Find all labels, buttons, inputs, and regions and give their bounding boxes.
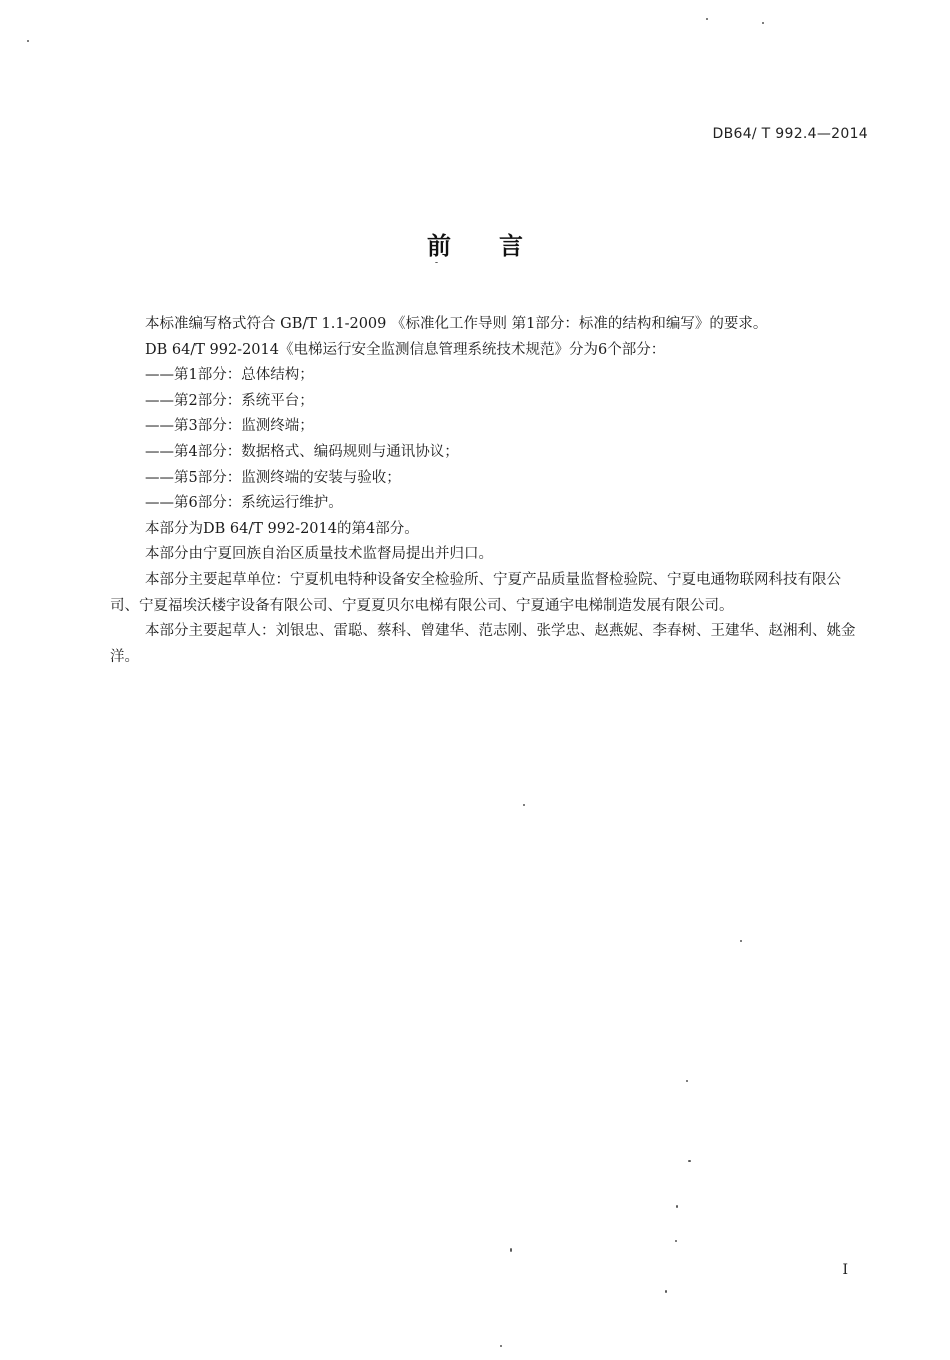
scan-speck	[523, 804, 525, 806]
part-item-1: ——第1部分：总体结构；	[145, 367, 314, 384]
scan-speck	[675, 1240, 677, 1242]
scan-speck	[706, 18, 708, 20]
scan-speck	[435, 262, 438, 263]
scan-speck	[27, 40, 29, 42]
scan-speck	[510, 1248, 512, 1252]
part-item-5: ——第5部分：监测终端的安装与验收；	[145, 469, 401, 486]
paragraph-drafters: 本部分主要起草人：刘银忠、雷聪、蔡科、曾建华、范志刚、张学忠、赵燕妮、李春树、王建华、赵湘利、姚金洋。	[110, 623, 856, 665]
page-title: 前言	[427, 232, 571, 260]
paragraph-this-part: 本部分为DB 64/T 992-2014的第4部分。	[145, 520, 419, 537]
paragraph-proposer: 本部分由宁夏回族自治区质量技术监督局提出并归口。	[145, 546, 493, 563]
paragraph-parts-intro: DB 64/T 992-2014《电梯运行安全监测信息管理系统技术规范》分为6个部分：	[145, 341, 666, 358]
scan-speck	[740, 940, 742, 942]
paragraph-format: 本标准编写格式符合 GB/T 1.1-2009 《标准化工作导则 第1部分：标准的结构和编写》的要求。	[145, 316, 768, 332]
part-item-4: ——第4部分：数据格式、编码规则与通讯协议；	[145, 443, 459, 460]
scan-speck	[686, 1080, 688, 1082]
scan-speck	[688, 1160, 691, 1162]
standard-code: DB64/ T 992.4—2014	[712, 126, 868, 142]
page-number: I	[842, 1262, 848, 1278]
scan-speck	[665, 1290, 667, 1293]
part-item-6: ——第6部分：系统运行维护。	[145, 495, 343, 512]
scan-speck	[500, 1345, 502, 1347]
scan-speck	[676, 1205, 678, 1208]
part-item-2: ——第2部分：系统平台；	[145, 392, 314, 409]
part-item-3: ——第3部分：监测终端；	[145, 418, 314, 435]
foreword-body	[110, 312, 866, 670]
scan-speck	[762, 22, 764, 24]
paragraph-drafting-units: 本部分主要起草单位：宁夏机电特种设备安全检验所、宁夏产品质量监督检验院、宁夏电通物联网科技有限公司、宁夏福埃沃楼宇设备有限公司、宁夏夏贝尔电梯有限公司、宁夏通宇电梯制造发展有限公司。	[110, 571, 841, 614]
